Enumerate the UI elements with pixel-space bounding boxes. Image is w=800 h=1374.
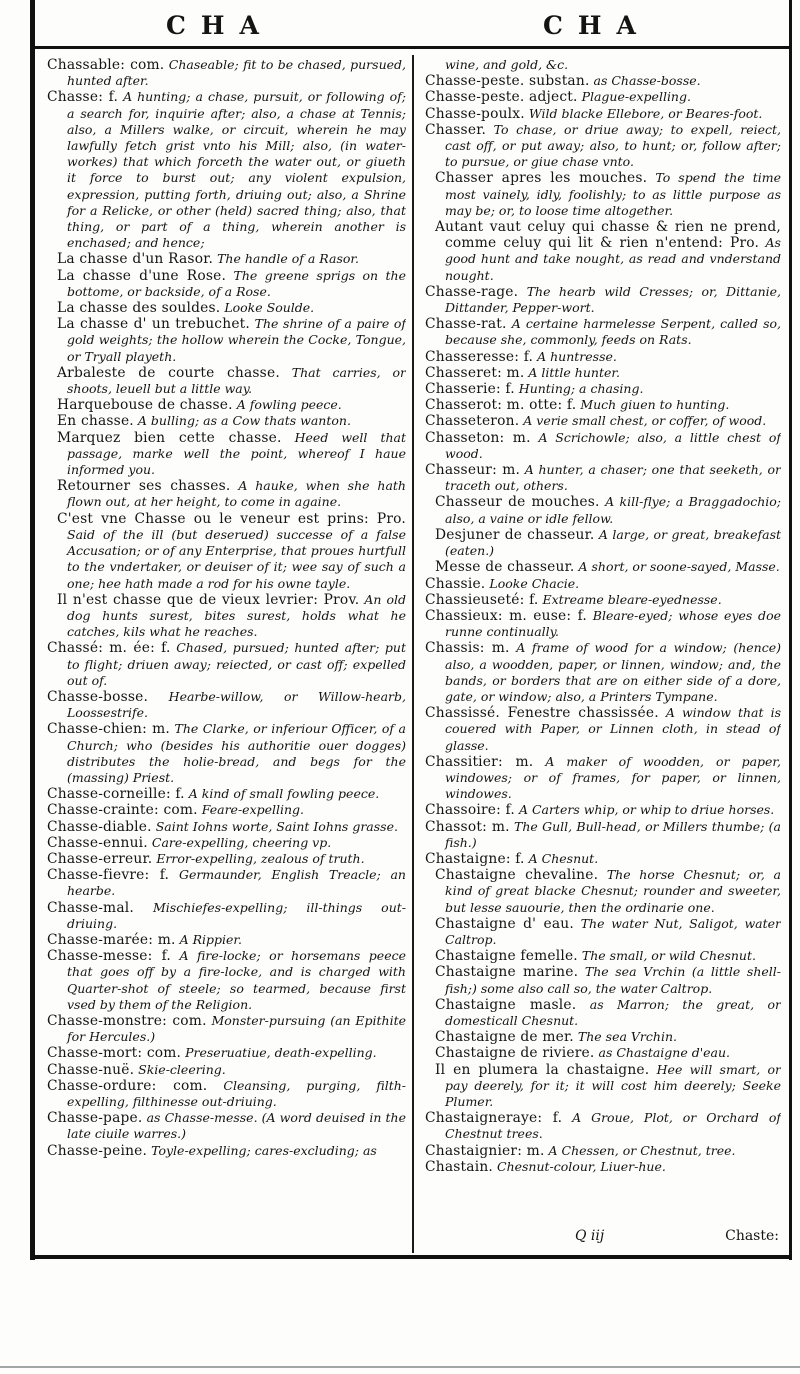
entry-headword: Chasse-pape.: [47, 1110, 143, 1127]
entry-gloss: Wild blacke Ellebore, or Beares-foot.: [528, 105, 763, 121]
entry-headword: Chasse-erreur.: [47, 850, 153, 867]
dictionary-entry: [47, 511, 406, 592]
entry-gloss: Skie-cleering.: [138, 1061, 226, 1077]
dictionary-entry: [47, 1062, 406, 1078]
dictionary-entry: [425, 867, 781, 916]
left-column: [47, 57, 406, 1253]
dictionary-entry: [425, 527, 781, 559]
entry-headword: Chassieux: m. euse: f.: [425, 607, 588, 624]
dictionary-entry: [425, 1159, 781, 1175]
entry-headword: En chasse.: [57, 413, 134, 430]
entry-gloss: The horse Chesnut; or, a kind of great blacke Chesnut; rounder and sweeter, but lesse sauourie, then the ordinarie one.: [445, 867, 781, 915]
dictionary-entry: [425, 640, 781, 705]
dictionary-entry: [47, 689, 406, 721]
entry-headword: La chasse d'un Rasor.: [57, 251, 214, 268]
entry-gloss: as Chasse-bosse.: [593, 73, 701, 89]
entry-headword: Autant vaut celuy qui chasse & rien ne prend, comme celuy qui lit & rien n'entend: Pro.: [435, 219, 781, 252]
entry-headword: Chasse-messe: f.: [47, 948, 171, 965]
entry-headword: Chasse-crainte: com.: [47, 802, 198, 819]
dictionary-entry: [425, 106, 781, 122]
dictionary-entry: [425, 170, 781, 219]
entry-headword: Chastaignier: m.: [425, 1142, 545, 1159]
entry-gloss: A bulling; as a Cow thats wanton.: [137, 413, 351, 429]
entry-gloss: Toyle-expelling; cares-excluding; as: [151, 1142, 377, 1158]
entry-headword: Chasse-diable.: [47, 818, 152, 835]
dictionary-entry: [425, 576, 781, 592]
entry-headword: Chassie.: [425, 575, 486, 592]
entry-gloss: A verie small chest, or coffer, of wood.: [523, 413, 767, 429]
entry-gloss: A huntresse.: [537, 348, 617, 364]
entry-gloss: To chase, or driue away; to expell, reiect, cast off, or put away; also, to hunt; or, follow after; to pursue, or giue chase vnto.: [445, 121, 781, 170]
dictionary-entry: [47, 1143, 406, 1159]
entry-gloss: A hunting; a chase, pursuit, or following of; a search for, inquirie after; also, a chase at Tennis; also, a Millers walke, or circuit, wherein he may lawfully fetch grist vnto his Mill; also, (in water-workes) that which forceth the water out, or giueth it force to burst out; any violent expulsion, expression, putting forth, driuing out; also, a Shrine for a Relicke, or other (held) sacred thing; also, that thing, or part of a thing, wherein another is enchased; and hence;: [67, 89, 406, 251]
entry-headword: Messe de chasseur.: [435, 559, 575, 576]
entry-gloss: Saint Iohns worte, Saint Iohns grasse.: [155, 818, 398, 834]
entry-gloss: as Marron; the great, or domesticall Chesnut.: [445, 996, 781, 1028]
dictionary-entry: [425, 916, 781, 948]
dictionary-entry: [425, 397, 781, 413]
entry-headword: Chassitier: m.: [425, 753, 534, 770]
entry-gloss: The greene sprigs on the bottome, or backside, of a Rose.: [67, 267, 406, 299]
entry-headword: Chasse-rat.: [425, 316, 507, 333]
dictionary-entry: [47, 300, 406, 316]
entry-gloss: That carries, or shoots, leuell but a little way.: [67, 364, 406, 397]
entry-headword: Chassot: m.: [425, 818, 510, 835]
entry-gloss: The Clarke, or inferiour Officer, of a Church; who (besides his authoritie ouer dogges) distributes the holie-bread, and begs for the (massing) Priest.: [67, 721, 406, 785]
bottom-rule: [33, 1255, 791, 1259]
entry-headword: Chasse-peine.: [47, 1142, 148, 1159]
dictionary-entry: [47, 786, 406, 802]
entry-headword: Harquebouse de chasse.: [57, 397, 233, 414]
entry-gloss: A large, or great, breakefast (eaten.): [445, 526, 781, 559]
dictionary-entry: [425, 122, 781, 171]
dictionary-entry: [425, 964, 781, 996]
entry-headword: Chastaigne d' eau.: [435, 915, 574, 932]
entry-gloss: A window that is couered with Paper, or Linnen cloth, in stead of glasse.: [445, 705, 781, 753]
dictionary-entry: [425, 57, 781, 73]
entry-headword: La chasse d' un trebuchet.: [57, 316, 251, 333]
dictionary-entry: [47, 397, 406, 413]
entry-headword: Chasse-fievre: f.: [47, 867, 170, 884]
dictionary-entry: [47, 1110, 406, 1142]
entry-headword: Chastaigne de riviere.: [435, 1045, 595, 1062]
entry-gloss: A Groue, Plot, or Orchard of Chestnut trees.: [445, 1110, 781, 1142]
dictionary-entry: [425, 851, 781, 867]
dictionary-entry: [425, 1029, 781, 1045]
dictionary-entry: [425, 73, 781, 89]
entry-gloss: Hunting; a chasing.: [518, 381, 644, 397]
entry-gloss: Hee will smart, or pay deerely, for it; it will cost him deerely; Seeke Plumer.: [445, 1061, 781, 1109]
entry-headword: Il en plumera la chastaigne.: [435, 1061, 650, 1078]
dictionary-entry: [47, 851, 406, 867]
entry-headword: Retourner ses chasses.: [57, 478, 231, 495]
entry-headword: Chasse-monstre: com.: [47, 1012, 207, 1029]
dictionary-entry: [47, 802, 406, 818]
entry-headword: La chasse d'une Rose.: [57, 267, 227, 284]
entry-gloss: A Chessen, or Chestnut, tree.: [548, 1142, 736, 1158]
dictionary-entry: [47, 478, 406, 510]
entry-headword: Desjuner de chasseur.: [435, 526, 595, 543]
dictionary-entry: [47, 640, 406, 689]
entry-gloss: Germaunder, English Treacle; an hearbe.: [67, 867, 406, 899]
entry-gloss: as Chastaigne d'eau.: [598, 1045, 731, 1061]
entry-gloss: Said of the ill (but deserued) successe of a false Accusation; or of any Enterprise, that proues hurtfull to the vndertaker, or deuiser of it; wee say of such a one; hee hath made a rod for his owne tayle.: [67, 526, 406, 591]
entry-headword: Chasse-rage.: [425, 283, 519, 300]
entry-gloss: An old dog hunts surest, bites surest, holds what he catches, kils what he reaches.: [67, 591, 406, 640]
dictionary-entry: [47, 365, 406, 397]
entry-gloss: Plague-expelling.: [581, 89, 691, 105]
entry-headword: Chastaigne masle.: [435, 996, 577, 1013]
dictionary-entry: [47, 430, 406, 479]
entry-headword: Chassé: m. ée: f.: [47, 640, 171, 657]
entry-gloss: Heed well that passage, marke well the point, whereof I haue informed you.: [67, 429, 406, 478]
entry-gloss: A hauke, when she hath flown out, at her height, to come in againe.: [67, 478, 406, 510]
dictionary-entry: [425, 89, 781, 105]
entry-headword: Chasse-chien: m.: [47, 721, 170, 738]
entry-gloss: A Carters whip, or whip to driue horses.: [518, 802, 775, 818]
entry-headword: Chastaigne femelle.: [435, 948, 578, 965]
entry-gloss: A Rippier.: [179, 931, 242, 947]
entry-gloss: To spend the time most vainely, idly, foolishly; to as little purpose as may be; or, to loose time altogether.: [445, 170, 781, 218]
entry-gloss: A fire-locke; or horsemans peece that goes off by a fire-locke, and is charged with Quarter-shot of steele; so tearmed, because first vsed by them of the Religion.: [67, 948, 406, 1012]
entry-gloss: A hunter, a chaser; one that seeketh, or traceth out, others.: [445, 462, 781, 494]
dictionary-entry: [47, 932, 406, 948]
dictionary-entry: [47, 413, 406, 429]
entry-headword: Chasserie: f.: [425, 381, 515, 398]
entry-headword: Chasse-peste. substan.: [425, 73, 590, 90]
dictionary-entry: [425, 430, 781, 462]
dictionary-entry: [425, 997, 781, 1029]
dictionary-entry: [425, 494, 781, 526]
entry-headword: Chasse: f.: [47, 89, 119, 106]
entry-gloss: Chased, pursued; hunted after; put to flight; driuen away; reiected, or cast off; expelled out of.: [67, 640, 406, 688]
dictionary-entry: [425, 284, 781, 316]
dictionary-entry: [47, 316, 406, 365]
dictionary-entry: [47, 1078, 406, 1110]
dictionary-entry: [425, 1110, 781, 1142]
entry-headword: Chassieuseté: f.: [425, 591, 539, 608]
dictionary-entry: [425, 381, 781, 397]
dictionary-entry: [425, 705, 781, 754]
entry-gloss: A kill-flye; a Braggadochio; also, a vaine or idle fellow.: [445, 494, 781, 526]
dictionary-entry: [47, 948, 406, 1013]
entry-gloss: Chesnut-colour, Liuer-hue.: [497, 1158, 666, 1174]
dictionary-entry: [47, 900, 406, 932]
entry-headword: Chassissé. Fenestre chassissée.: [425, 705, 659, 722]
dictionary-entry: [425, 559, 781, 575]
dictionary-entry: [47, 89, 406, 251]
entry-gloss: A maker of woodden, or paper, windowes; or of frames, for paper, or linnen, windowes.: [445, 753, 781, 802]
entry-headword: Il n'est chasse que de vieux levrier: Prov.: [57, 591, 360, 608]
entry-headword: Chasse-corneille: f.: [47, 786, 185, 803]
dictionary-entry: [425, 349, 781, 365]
entry-gloss: Cleansing, purging, filth-expelling, filthinesse out-driuing.: [67, 1077, 406, 1109]
entry-gloss: Care-expelling, cheering vp.: [151, 834, 332, 850]
entry-gloss: Hearbe-willow, or Willow-hearb, Loossestrife.: [67, 688, 406, 721]
entry-gloss: A Scrichowle; also, a little chest of wood.: [445, 429, 781, 461]
entry-gloss: Bleare-eyed; whose eyes doe runne continually.: [445, 607, 781, 640]
entry-headword: Chasseton: m.: [425, 429, 531, 446]
dictionary-entry: [425, 802, 781, 818]
entry-headword: Chasse-marée: m.: [47, 931, 176, 948]
entry-headword: Chasse-mal.: [47, 899, 134, 916]
entry-gloss: Looke Chacie.: [489, 575, 580, 591]
running-head-left: CHA: [166, 11, 274, 40]
entry-gloss: The small, or wild Chesnut.: [581, 948, 756, 964]
entry-headword: Chasse-bosse.: [47, 688, 149, 705]
dictionary-entry: [425, 1045, 781, 1061]
dictionary-entry: [47, 592, 406, 641]
entry-headword: Chasse-peste. adject.: [425, 89, 578, 106]
entry-headword: Chastain.: [425, 1158, 494, 1175]
running-head-right: CHA: [543, 11, 651, 40]
entry-headword: Marquez bien cette chasse.: [57, 429, 282, 446]
header-rule: [33, 46, 789, 49]
entry-headword: Chasse-mort: com.: [47, 1045, 182, 1062]
entry-gloss: The Gull, Bull-head, or Millers thumbe; (a fish.): [445, 818, 781, 850]
entry-gloss: A little hunter.: [528, 364, 620, 380]
dictionary-entry: [47, 835, 406, 851]
entry-headword: Chastaigne: f.: [425, 850, 525, 867]
entry-headword: Chasse-ennui.: [47, 834, 148, 851]
entry-gloss: A kind of small fowling peece.: [188, 786, 380, 802]
entry-gloss: Chaseable; fit to be chased, pursued, hunted after.: [67, 57, 406, 89]
entry-gloss: The handle of a Rasor.: [217, 251, 359, 267]
page-border-right: [789, 0, 792, 1260]
entry-gloss: A frame of wood for a window; (hence) also, a woodden, paper, or linnen, window; and, the bands, or borders that are on either side of a dore, gate, or window; also, a Printers Tympane.: [445, 640, 781, 704]
entry-headword: Chasserot: m. otte: f.: [425, 397, 577, 414]
entry-headword: Chastaigne marine.: [435, 964, 579, 981]
dictionary-entry: [47, 867, 406, 899]
next-page-edge-line: [0, 1366, 800, 1368]
dictionary-entry: [47, 57, 406, 89]
dictionary-entry: [425, 219, 781, 284]
quire-signature: Q iij: [575, 1228, 605, 1244]
entry-gloss: As good hunt and take nought, as read and vnderstand nought.: [445, 235, 781, 283]
dictionary-entry: [425, 316, 781, 348]
entry-gloss: A short, or soone-sayed, Masse.: [578, 559, 780, 575]
entry-gloss: A fowling peece.: [236, 397, 342, 413]
dictionary-entry: [425, 462, 781, 494]
entry-gloss: wine, and gold, &c.: [445, 57, 569, 72]
entry-gloss: The hearb wild Cresses; or, Dittanie, Dittander, Pepper-wort.: [445, 283, 781, 316]
entry-headword: Chasser.: [425, 121, 487, 138]
dictionary-entry: [425, 592, 781, 608]
entry-gloss: The shrine of a paire of gold weights; the hollow wherein the Cocke, Tongue, or Tryall playeth.: [67, 316, 406, 364]
entry-gloss: Feare-expelling.: [201, 802, 305, 818]
dictionary-entry: [425, 819, 781, 851]
dictionary-entry: [425, 1143, 781, 1159]
entry-headword: Chasseret: m.: [425, 364, 525, 381]
entry-headword: Chassable: com.: [47, 57, 165, 73]
entry-headword: Chasseresse: f.: [425, 348, 534, 365]
dictionary-entry: [47, 721, 406, 786]
entry-gloss: Mischiefes-expelling; ill-things out-driuing.: [67, 899, 406, 931]
dictionary-entry: [47, 1013, 406, 1045]
entry-headword: Arbaleste de courte chasse.: [57, 364, 280, 381]
entry-headword: Chasse-ordure: com.: [47, 1077, 208, 1094]
entry-headword: Chasseur: m.: [425, 462, 521, 479]
entry-gloss: The sea Vrchin.: [577, 1029, 677, 1045]
entry-gloss: Monster-pursuing (an Epithite for Hercules.): [67, 1012, 406, 1045]
entry-gloss: A certaine harmelesse Serpent, called so, because she, commonly, feeds on Rats.: [445, 316, 781, 348]
entry-headword: Chastaigneraye: f.: [425, 1110, 563, 1127]
entry-gloss: Extreame bleare-eyednesse.: [542, 591, 722, 607]
entry-headword: Chasser apres les mouches.: [435, 170, 648, 187]
entry-gloss: Preseruatiue, death-expelling.: [185, 1045, 377, 1061]
dictionary-entry: [47, 1045, 406, 1061]
entry-gloss: The water Nut, Saligot, water Caltrop.: [445, 915, 781, 947]
entry-headword: C'est vne Chasse ou le veneur est prins: Pro.: [57, 510, 406, 527]
entry-headword: Chasseur de mouches.: [435, 494, 600, 511]
dictionary-entry: [425, 754, 781, 803]
dictionary-entry: [47, 819, 406, 835]
catchword: Chaste:: [725, 1228, 779, 1244]
entry-headword: La chasse des souldes.: [57, 300, 221, 317]
entry-headword: Chassoire: f.: [425, 802, 515, 819]
entry-gloss: A Chesnut.: [528, 850, 599, 866]
entry-gloss: Looke Soulde.: [224, 300, 315, 316]
entry-headword: Chasseteron.: [425, 413, 520, 430]
right-column: [425, 57, 781, 1253]
entry-gloss: as Chasse-messe. (A word deuised in the late ciuile warres.): [67, 1110, 406, 1142]
entry-headword: Chasse-nuë.: [47, 1061, 135, 1078]
entry-gloss: Error-expelling, zealous of truth.: [156, 850, 365, 866]
entry-headword: Chasse-poulx.: [425, 105, 525, 122]
dictionary-entry: [425, 948, 781, 964]
column-divider: [412, 55, 414, 1253]
entry-headword: Chassis: m.: [425, 640, 510, 657]
entry-gloss: Much giuen to hunting.: [580, 397, 730, 413]
entry-headword: Chastaigne de mer.: [435, 1029, 574, 1046]
footer-line: [425, 1228, 781, 1248]
dictionary-entry: [47, 268, 406, 300]
entry-headword: Chastaigne chevaline.: [435, 867, 599, 884]
dictionary-entry: [47, 251, 406, 267]
dictionary-entry: [425, 413, 781, 429]
dictionary-entry: [425, 365, 781, 381]
dictionary-entry: [425, 1062, 781, 1111]
dictionary-entry: [425, 608, 781, 640]
entry-gloss: The sea Vrchin (a little shell-fish;) some also call so, the water Caltrop.: [445, 964, 781, 996]
page-border-left: [30, 0, 35, 1260]
